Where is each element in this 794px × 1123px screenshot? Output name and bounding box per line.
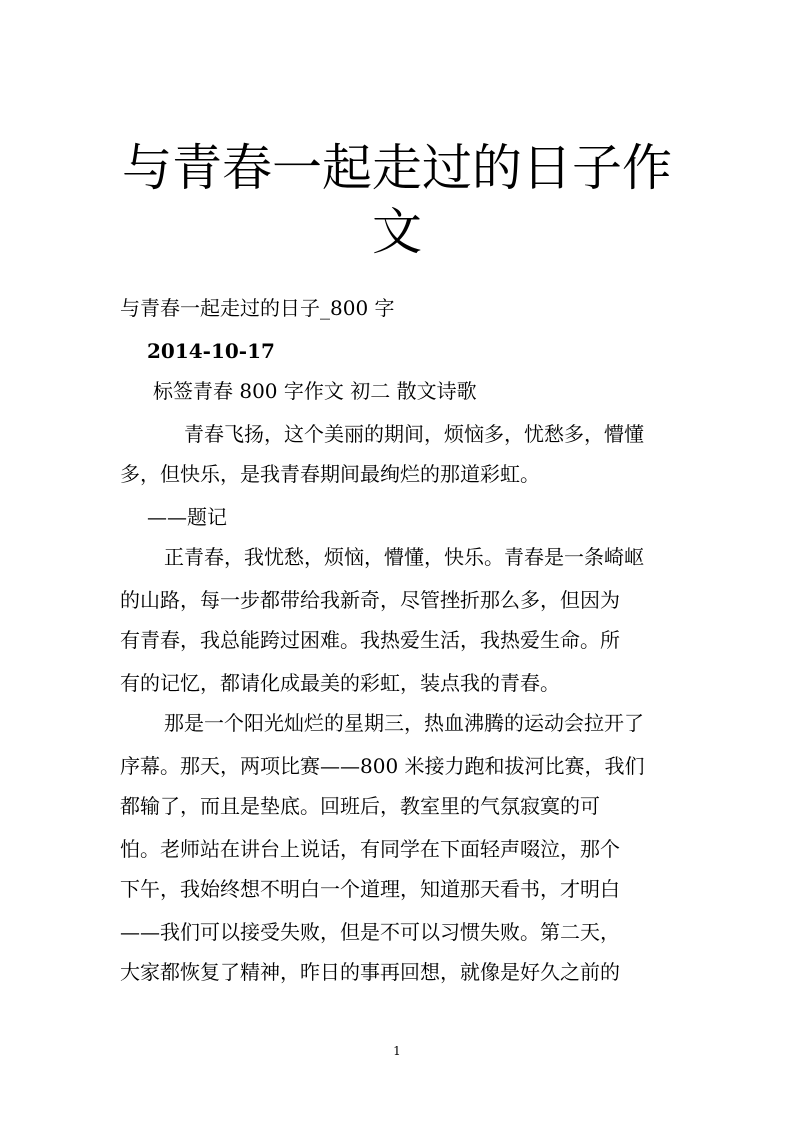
document-title	[100, 136, 694, 264]
body-line-11: 怕。老师站在讲台上说话，有同学在下面轻声啜泣，那个	[120, 837, 620, 861]
page-number: 1	[393, 1044, 401, 1058]
body-line-3: ——题记	[147, 505, 227, 529]
body-line-4: 正青春，我忧愁，烦恼，懵懂，快乐。青春是一条崎岖	[164, 545, 644, 569]
body-line-9: 序幕。那天，两项比赛——800 米接力跑和拔河比赛，我们	[120, 754, 645, 778]
body-line-2: 多，但快乐，是我青春期间最绚烂的那道彩虹。	[120, 462, 540, 486]
body-line-7: 有的记忆，都请化成最美的彩虹，装点我的青春。	[120, 671, 560, 695]
body-line-14: 大家都恢复了精神，昨日的事再回想，就像是好久之前的	[120, 960, 620, 984]
body-line-8: 那是一个阳光灿烂的星期三，热血沸腾的运动会拉开了	[164, 711, 644, 735]
subtitle: 与青春一起走过的日子_800 字	[120, 296, 395, 320]
body-line-6: 有青春，我总能跨过困难。我热爱生活，我热爱生命。所	[120, 628, 620, 652]
body-line-1: 青春飞扬，这个美丽的期间，烦恼多，忧愁多，懵懂	[184, 422, 644, 446]
date: 2014-10-17	[147, 339, 275, 363]
body-line-13: ——我们可以接受失败，但是不可以习惯失败。第二天，	[120, 920, 620, 944]
title-line-1: 与青春一起走过的日子作	[122, 139, 672, 197]
body-line-5: 的山路，每一步都带给我新奇，尽管挫折那么多，但因为	[120, 588, 620, 612]
body-line-10: 都输了，而且是垫底。回班后，教室里的气氛寂寞的可	[120, 794, 600, 818]
body-line-12: 下午，我始终想不明白一个道理，知道那天看书，才明白	[120, 877, 620, 901]
tags-line: 标签青春 800 字作文 初二 散文诗歌	[153, 379, 477, 403]
title-line-2: 文	[372, 203, 422, 261]
